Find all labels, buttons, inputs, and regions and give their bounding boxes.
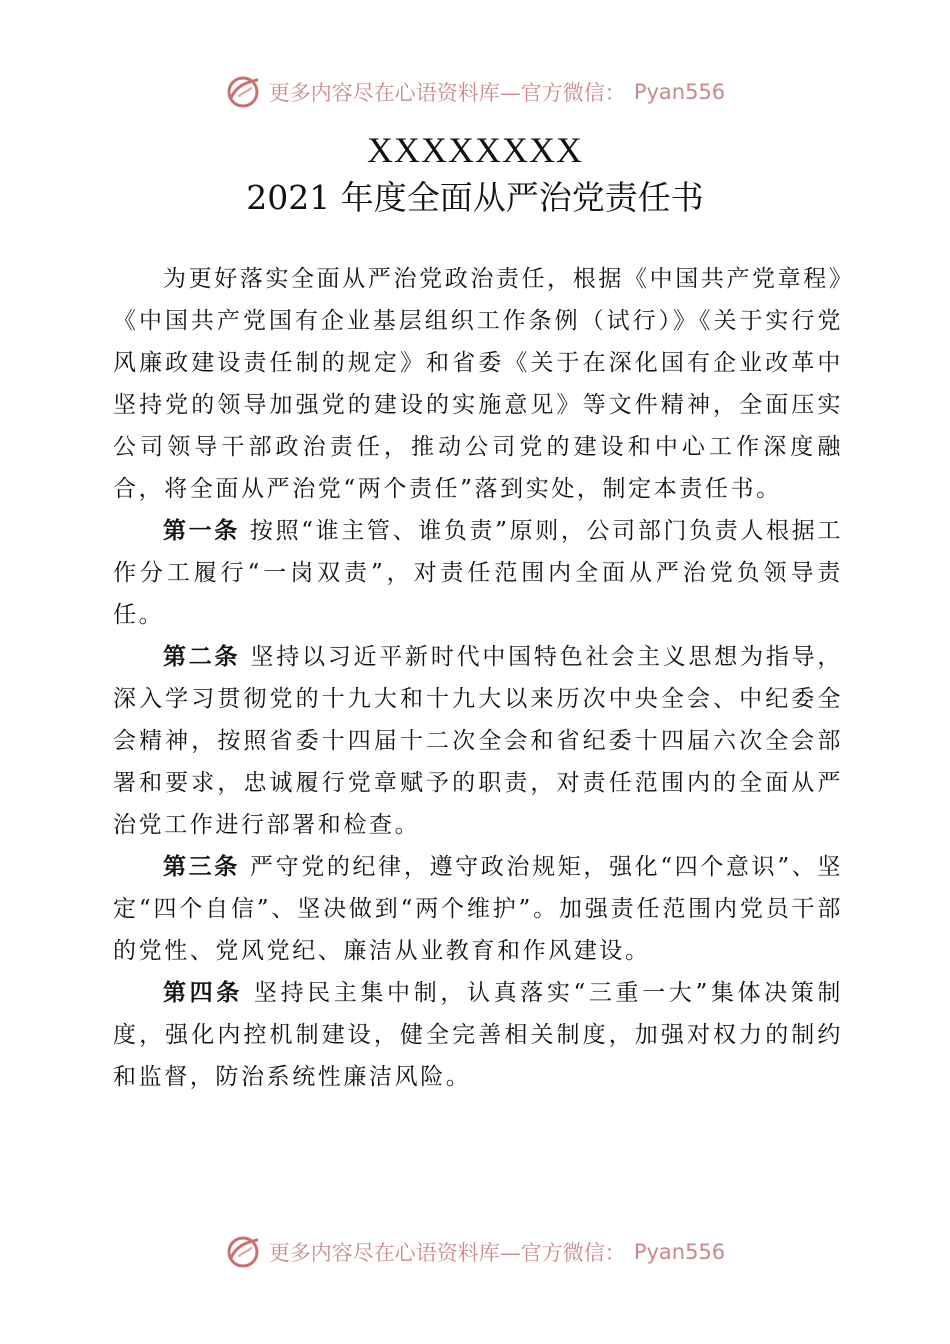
watermark-footer <box>0 1228 950 1276</box>
watermark-wechat-id: Pyan556 <box>633 1240 726 1264</box>
article-number: 第三条 <box>163 854 240 880</box>
article-2 <box>113 636 843 846</box>
article-4 <box>113 972 843 1098</box>
document-title <box>0 130 950 222</box>
article-text: 严守党的纪律，遵守政治规矩，强化“四个意识”、坚定“四个自信”、坚决做到“两个维护”。加强责任范围内党员干部的党性、党风党纪、廉洁从业教育和作风建设。 <box>113 854 843 964</box>
article-number: 第一条 <box>163 518 240 544</box>
title-organization: XXXXXXXX <box>367 130 583 170</box>
watermark-text: 更多内容尽在心语资料库—官方微信： <box>268 1241 626 1265</box>
watermark-header <box>0 68 950 116</box>
article-text: 坚持以习近平新时代中国特色社会主义思想为指导，深入学习贯彻党的十九大和十九大以来历次中央全会、中纪委全会精神，按照省委十四届十二次全会和省纪委十四届六次全会部署和要求，忠诚履行党章赋予的职责，对责任范围内的全面从严治党工作进行部署和检查。 <box>113 644 843 838</box>
article-number: 第二条 <box>163 644 241 670</box>
article-number: 第四条 <box>163 980 243 1006</box>
seal-logo-icon <box>225 1234 261 1270</box>
intro-paragraph: 为更好落实全面从严治党政治责任，根据《中国共产党章程》《中国共产党国有企业基层组织工作条例（试行）》《关于实行党风廉政建设责任制的规定》和省委《关于在深化国有企业改革中坚持党的领导加强党的建设的实施意见》等文件精神，全面压实公司领导干部政治责任，推动公司党的建设和中心工作深度融合，将全面从严治党“两个责任”落到实处，制定本责任书。 <box>113 266 843 502</box>
article-text: 坚持民主集中制，认真落实“三重一大”集体决策制度，强化内控机制建设，健全完善相关制度，加强对权力的制约和监督，防治系统性廉洁风险。 <box>113 980 843 1090</box>
article-3 <box>113 846 843 972</box>
watermark-wechat-id: Pyan556 <box>633 80 726 104</box>
watermark-text: 更多内容尽在心语资料库—官方微信： <box>268 81 626 105</box>
document-body <box>113 258 843 1098</box>
article-text: 按照“谁主管、谁负责”原则，公司部门负责人根据工作分工履行“一岗双责”，对责任范围内全面从严治党负领导责任。 <box>113 518 843 628</box>
seal-logo-icon <box>225 74 261 110</box>
article-1 <box>113 510 843 636</box>
title-main: 2021 年度全面从严治党责任书 <box>246 178 704 217</box>
